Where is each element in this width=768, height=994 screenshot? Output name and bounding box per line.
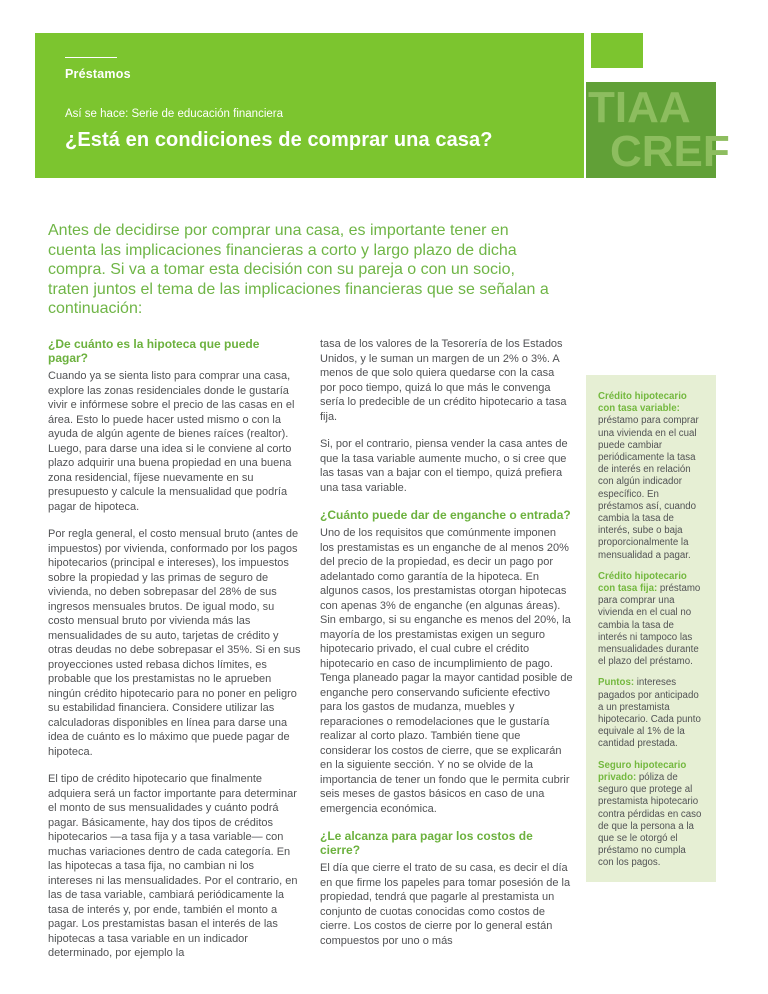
glossary-term xyxy=(598,760,704,870)
left-column-paragraphs xyxy=(48,369,301,961)
body-paragraph: El día que cierre el trato de su casa, es decir el día en que firme los papeles para tomar posesión de la propiedad, tendrá que pagarle al prestamista un conjunto de cuotas conocidas como costos de cierre. Los costos de cierre por lo general están compuestos por uno o más xyxy=(320,862,571,947)
glossary-term xyxy=(598,677,704,750)
body-paragraph: El tipo de crédito hipotecario que finalmente adquiera será un factor importante para determinar el monto de sus mensualidades y cuánto podrá pagar. Básicamente, hay dos tipos de créditos hipotecarios —a tasa fija y a tasa variable— con muchas variaciones dentro de cada categoría. En las hipotecas a tasa fija, no cambian ni los intereses ni las mensualidades. Por el contrario, en las de tasa variable, cambiará periódicamente la tasa de interés y, por ende, también el monto a pagar. Los prestamistas basan el interés de las hipotecas a tasa variable en un indicador determinado, por ejemplo la xyxy=(48,773,298,959)
glossary-term-definition: póliza de seguro que protege al prestamista hipotecario contra pérdidas en caso de que la persona a la que se le otorgó el préstamo no cumpla con los pagos. xyxy=(598,771,702,869)
column-section xyxy=(320,829,573,948)
column-section xyxy=(320,337,573,495)
tiaa-cref-logo xyxy=(588,83,768,176)
glossary-term xyxy=(598,571,704,669)
glossary-term-label: Crédito hipotecario con tasa variable: xyxy=(598,391,687,415)
glossary-term xyxy=(598,391,704,562)
glossary-term-label: Seguro hipotecario privado: xyxy=(598,759,687,783)
section-heading: ¿Cuánto puede dar de enganche o entrada? xyxy=(320,508,571,522)
body-paragraph: Por regla general, el costo mensual bruto (antes de impuestos) por vivienda, conformado por los pagos hipotecarios (principal e intereses), los impuestos sobre la propiedad y las primas de seguro de vivienda, no deben sobrepasar del 28% de sus ingresos mensuales brutos. De igual modo, su costo mensual bruto por vivienda más las mensualidades de su auto, tarjetas de crédito y otras deudas no debe sobrepasar el 35%. Si en sus proyecciones usted rebasa dichos límites, es probable que los prestamistas no le aprueben ningún crédito hipotecario para no poner en peligro su estabilidad financiera. Considere utilizar las calculadoras disponibles en línea para darse una idea de cuánto es lo máximo que puede pagar de hipoteca. xyxy=(48,528,301,758)
eyebrow-label: Préstamos xyxy=(65,67,131,81)
body-paragraph: tasa de los valores de la Tesorería de los Estados Unidos, y le suman un margen de un 2% o 3%. A menos de que solo quiera quedarse con la casa por poco tiempo, quizá lo que más le convenga sería lo predecible de un crédito hipotecario a tasa fija. xyxy=(320,338,567,423)
glossary-term-label: Crédito hipotecario con tasa fija: xyxy=(598,570,687,595)
header-banner xyxy=(35,33,584,178)
middle-column xyxy=(320,337,573,948)
eyebrow-rule xyxy=(65,57,117,58)
body-paragraph: Cuando ya se sienta listo para comprar una casa, explore las zonas residenciales donde le gustaría vivir e infórmese sobre el precio de las casas en el área. Esto lo puede hacer usted mismo o con la ayuda de algún agente de bienes raíces (realtor). Luego, para darse una idea si le conviene al corto plazo adquirir una buena propiedad en una buena zona residencial, fíjese nuevamente en su presupuesto y calcule la mensualidad que podría pagar de hipoteca. xyxy=(48,370,295,513)
logo-line-2: CREF xyxy=(610,127,730,176)
logo-accent-square xyxy=(591,33,643,68)
logo-line-1: TIAA xyxy=(588,83,691,132)
body-paragraph: Uno de los requisitos que comúnmente imponen los prestamistas es un enganche de al menos 20% del precio de la propiedad, es decir un pago por adelantado como garantía de la hipoteca. En algunos casos, los prestamistas otorgan hipotecas con apenas 3% de enganche (en algunas áreas). Sin embargo, si su enganche es menos del 20%, la mayoría de los prestamistas exigen un seguro hipotecario privado, el cual cubre el crédito hipotecario en caso de incumplimiento de pago. Tenga planeado pagar la mayor cantidad posible de enganche pero conservando suficiente efectivo para los gastos de mudanza, muebles y reparaciones o remodelaciones que le gustaría realizar al corto plazo. También tiene que considerar los costos de cierre, que se explicarán en la siguiente sección. Y no se olvide de la importancia de tener un fondo que le permita cubrir seis meses de gastos básicos en caso de una emergencia económica. xyxy=(320,527,573,815)
glossary-term-definition: préstamo para comprar una vivienda en el cual puede cambiar periódicamente la tasa de interés en relación con algún indicador específico. En préstamos así, cuando cambia la tasa de interés, sube o baja proporcionalmente la mensualidad a pagar. xyxy=(598,415,699,561)
glossary-term-label: Puntos: xyxy=(598,677,635,689)
left-column xyxy=(48,337,301,961)
body-paragraph: Si, por el contrario, piensa vender la casa antes de que la tasa variable aumente mucho, o si cree que las tasas van a bajar con el tiempo, quizá prefiera una tasa variable. xyxy=(320,438,568,494)
glossary-sidebar xyxy=(586,375,716,882)
section-heading: ¿Le alcanza para pagar los costos de cierre? xyxy=(320,829,533,857)
column-section xyxy=(320,508,573,816)
page-title: ¿Está en condiciones de comprar una casa? xyxy=(65,129,493,151)
section-heading: ¿De cuánto es la hipoteca que puede pagar? xyxy=(48,337,260,365)
glossary-term-definition: préstamo para comprar una vivienda en el cual no cambia la tasa de interés ni tampoco las mensualidades durante el plazo del préstamo. xyxy=(598,583,701,668)
glossary-term-definition: intereses pagados por anticipado a un prestamista hipotecario. Cada punto equivale al 1% de la cantidad prestada. xyxy=(598,677,701,750)
series-subtitle: Así se hace: Serie de educación financiera xyxy=(65,108,283,120)
intro-paragraph: Antes de decidirse por comprar una casa, es importante tener en cuenta las implicaciones financieras a corto y largo plazo de dicha compra. Si va a tomar esta decisión con su pareja o con un socio, traten juntos el tema de las implicaciones financieras que se señalan a continuación: xyxy=(48,222,549,317)
